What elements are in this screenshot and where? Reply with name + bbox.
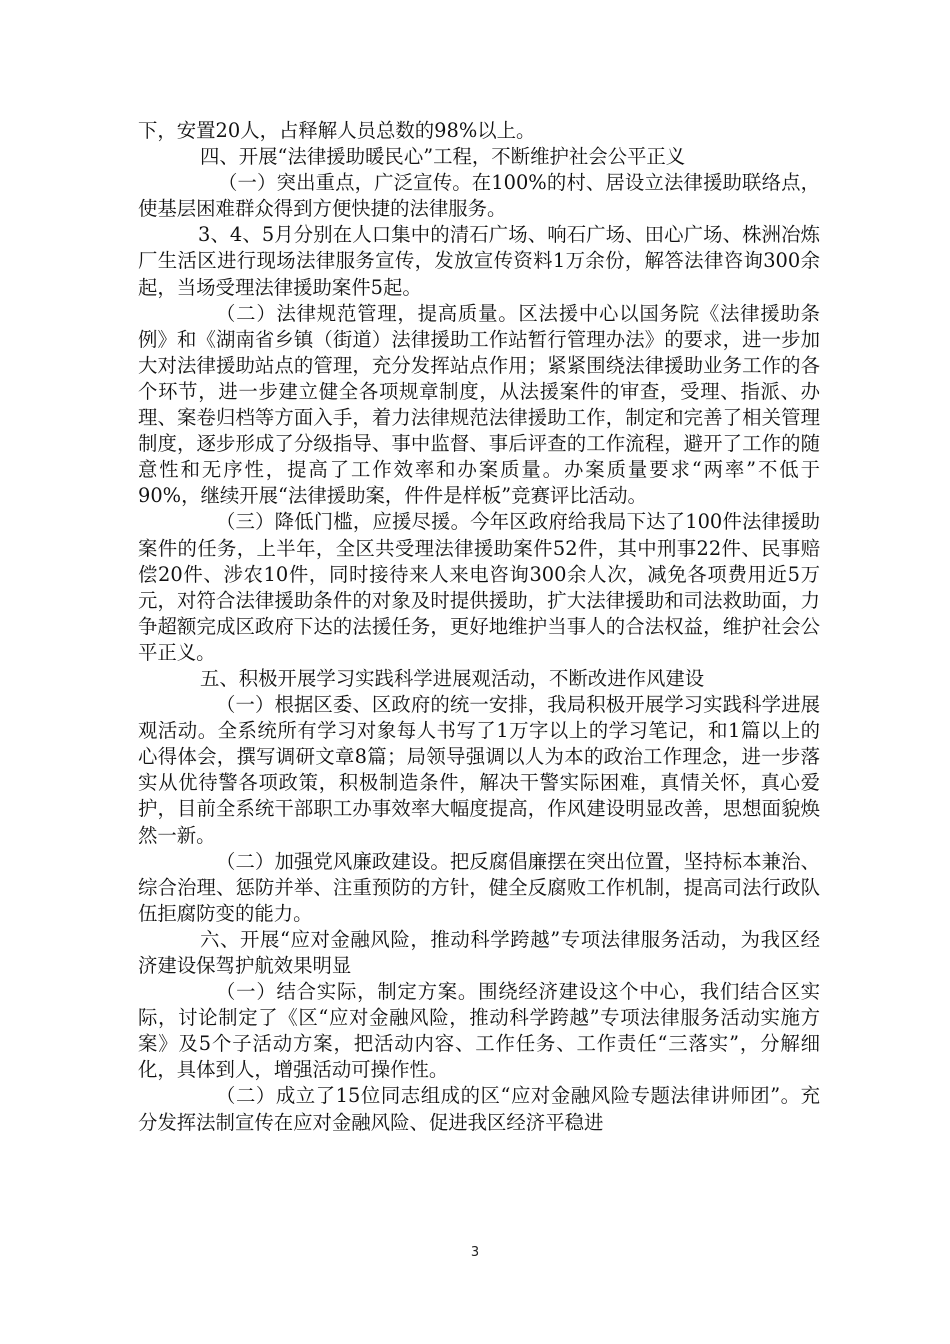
paragraph-4: 3、4、5月分别在人口集中的清石广场、响石广场、田心广场、株洲冶炼厂生活区进行现场法律服务宣传，发放宣传资料1万余份，解答法律咨询300余起，当场受理法律援助案件5起。	[138, 223, 820, 299]
paragraph-8: （一）根据区委、区政府的统一安排，我局积极开展学习实践科学进展观活动。全系统所有学习对象每人书写了1万字以上的学习笔记，和1篇以上的心得体会，撰写调研文章8篇；局领导强调以人为本的政治工作理念，进一步落实从优待警各项政策，积极制造条件，解决干警实际困难，真情关怀，真心爱护，目前全系统干部职工办事效率大幅度提高，作风建设明显改善，思想面貌焕然一新。	[138, 693, 820, 847]
section-heading-4: 四、开展“法律援助暖民心”工程，不断维护社会公平正义	[200, 145, 686, 169]
paragraph-12: （二）成立了15位同志组成的区“应对金融风险专题法律讲师团”。充分发挥法制宣传在应对金融风险、促进我区经济平稳进	[138, 1084, 820, 1134]
paragraph-9: （二）加强党风廉政建设。把反腐倡廉摆在突出位置，坚持标本兼治、综合治理、惩防并举、注重预防的方针，健全反腐败工作机制，提高司法行政队伍拒腐防变的能力。	[138, 849, 820, 925]
document-body	[138, 118, 820, 1136]
paragraph-5: （二）法律规范管理，提高质量。区法援中心以国务院《法律援助条例》和《湖南省乡镇（街道）法律援助工作站暂行管理办法》的要求，进一步加大对法律援助站点的管理，充分发挥站点作用；紧紧围绕法律援助业务工作的各个环节，进一步建立健全各项规章制度，从法援案件的审查，受理、指派、办理、案卷归档等方面入手，着力法律规范法律援助工作，制定和完善了相关管理制度，逐步形成了分级指导、事中监督、事后评查的工作流程，避开了工作的随意性和无序性，提高了工作效率和办案质量。办案质量要求“两率”不低于90%，继续开展“法律援助案，件件是样板”竞赛评比活动。	[138, 301, 820, 508]
paragraph-3: （一）突出重点，广泛宣传。在100%的村、居设立法律援助联络点，使基层困难群众得到方便快捷的法律服务。	[138, 171, 820, 221]
paragraph-6: （三）降低门槛，应援尽援。今年区政府给我局下达了100件法律援助案件的任务，上半年，全区共受理法律援助案件52件，其中刑事22件、民事赔偿20件、涉农10件，同时接待来人来电咨询300余人次，减免各项费用近5万元，对符合法律援助条件的对象及时提供援助，扩大法律援助和司法救助面，力争超额完成区政府下达的法援任务，更好地维护当事人的合法权益，维护社会公平正义。	[138, 510, 820, 664]
paragraph-1: 下，安置20人，占释解人员总数的98%以上。	[138, 119, 536, 142]
page-number: 3	[470, 1245, 480, 1260]
section-heading-6: 六、开展“应对金融风险，推动科学跨越”专项法律服务活动，为我区经济建设保驾护航效果明显	[138, 927, 820, 977]
section-heading-5: 五、积极开展学习实践科学进展观活动，不断改进作风建设	[200, 666, 705, 690]
paragraph-11: （一）结合实际，制定方案。围绕经济建设这个中心，我们结合区实际，讨论制定了《区“应对金融风险，推动科学跨越”专项法律服务活动实施方案》及5个子活动方案，把活动内容、工作任务、工作责任“三落实”，分解细化，具体到人，增强活动可操作性。	[138, 980, 820, 1082]
